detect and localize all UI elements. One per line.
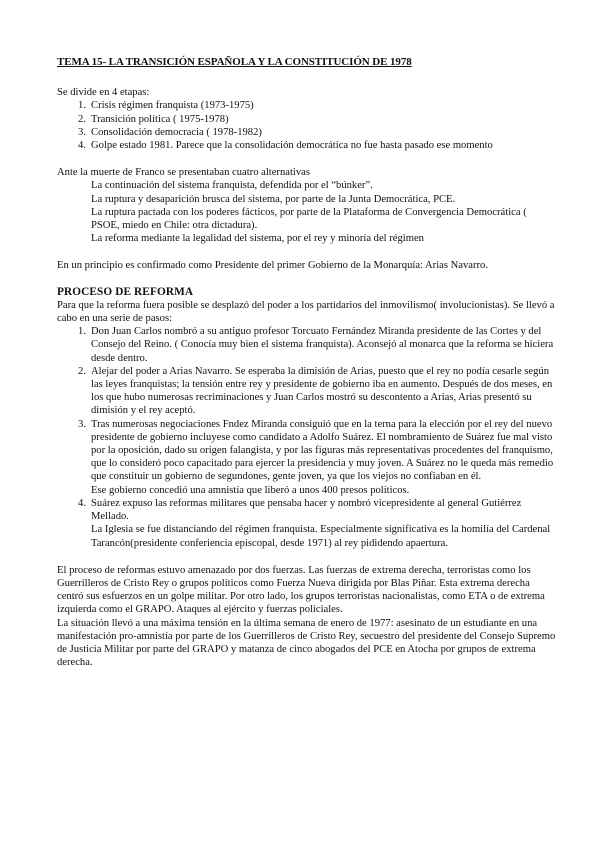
etapa-number: 1. [78,100,86,112]
paso-text: Tras numerosas negociaciones Fndez Miranda consiguió que en la terna para la elección por el rey del nuevo presidente de gobierno incluyese como candidato a Adolfo Suárez. El nombramiento de Suárez fue mal visto por la oposición, dado su origen falangista, y por las figuras más representativas procedentes del franquismo, que lo consideró poco capacitado para ejercer la presidencia y muy joven. A Suárez no le queda más remedio que constituir un gobierno de segundones, gente joven, ya que los viejos no confiaban en él. [91,418,554,483]
proceso-heading: PROCESO DE REFORMA [57,285,194,298]
paso-item [78,497,557,550]
document-title: TEMA 15- LA TRANSICIÓN ESPAÑOLA Y LA CONSTITUCIÓN DE 1978 [57,56,412,68]
etapa-number: 4. [78,140,86,152]
alternativas-list [91,179,557,245]
etapa-text: Consolidación democracia ( 1978-1982) [91,126,262,138]
alternativa-item: La ruptura pactada con los poderes fácticos, por parte de la Plataforma de Convergencia Democrática ( PSOE, miedo en Chile: otra dictadura). [91,206,527,232]
paso-number: 4. [78,497,86,509]
etapa-number: 3. [78,126,86,138]
paso-item [78,325,557,365]
etapa-item [78,99,557,112]
etapa-item [78,126,557,139]
alternativa-item: La ruptura y desaparición brusca del sistema, por parte de la Junta Democrática, PCE. [91,193,456,205]
paso-item [78,365,557,418]
etapa-text: Transición política ( 1975-1978) [91,113,229,125]
etapas-intro: Se divide en 4 etapas: [57,87,150,99]
paso-text-continued: Ese gobierno concedió una amnistía que liberó a unos 400 presos políticos. [91,484,410,496]
etapa-item [78,139,557,152]
etapas-list [57,99,557,152]
etapa-text: Crisis régimen franquista (1973-1975) [91,100,254,112]
paso-item [78,418,557,497]
paso-text: Suárez expuso las reformas militares que pensaba hacer y nombró vicepresidente al general Gutiérrez Mellado. [91,497,522,523]
document-page [57,56,557,669]
paso-number: 1. [78,326,86,338]
pasos-list [57,325,557,549]
amenazas-paragraph: El proceso de reformas estuvo amenazado por dos fuerzas. Las fuerzas de extrema derecha, terroristas como los Guerrilleros de Cristo Rey o grupos políticos como Fuerza Nueva dirigida por Blas Piñar. Esta extrema derecha centró sus esfuerzos en un golpe militar. Por otro lado, los grupos terroristas nacionalistas, como ETA o de extrema izquierda como el GRAPO. Ataques al ejército y fuerzas policiales. [57,564,545,616]
etapa-number: 2. [78,113,86,125]
proceso-intro: Para que la reforma fuera posible se desplazó del poder a los partidarios del inmovilismo( involucionistas). Se llevó a cabo en una serie de pasos: [57,299,555,325]
paso-text-continued: La Iglesia se fue distanciando del régimen franquista. Especialmente significativa es la homilía del Cardenal Tarancón(presidente conferiencia episcopal, desde 1971) al rey pididendo apaertura. [91,524,551,549]
etapa-text: Golpe estado 1981. Parece que la consolidación democrática no fue hasta pasado ese momento [91,140,493,152]
alternativa-item: La reforma mediante la legalidad del sistema, por el rey y minoría del régimen [91,233,424,245]
tension-paragraph: La situación llevó a una máxima tensión en la última semana de enero de 1977: asesinato de un estudiante en una manifestación pro-amnistía por parte de los Guerrilleros de Cristo Rey, secuestro del presidente del Consejo Supremo de Justicia Militar por parte del GRAPO y matanza de cinco abogados del PCE en Atocha por grupos de extrema derecha. [57,617,556,669]
etapa-item [78,113,557,126]
paso-text: Alejar del poder a Arias Navarro. Se esperaba la dimisión de Arias, puesto que el rey no podía cesarle según las leyes franquistas; la tensión entre rey y presidente de gobierno iba en aumento. Después de dos meses, en los que hubo numerosas recriminaciones y Juan Carlos mostró su descontento a Arias, Arias presentó su dimisión y el rey aceptó. [91,365,553,417]
paso-number: 3. [78,418,86,430]
paso-text: Don Juan Carlos nombró a su antiguo profesor Torcuato Fernández Miranda presidente de las Cortes y del Consejo del Reino. ( Conocía muy bien el sistema franquista). Aconsejó al monarca que la reforma se hiciera desde dentro. [91,326,554,364]
alternativas-intro: Ante la muerte de Franco se presentaban cuatro alternativas [57,167,310,179]
presidente-paragraph: En un principio es confirmado como Presidente del primer Gobierno de la Monarquía: Arias Navarro. [57,260,488,272]
alternativa-item: La continuación del sistema franquista, defendida por el “búnker”. [91,180,373,192]
paso-number: 2. [78,365,86,377]
